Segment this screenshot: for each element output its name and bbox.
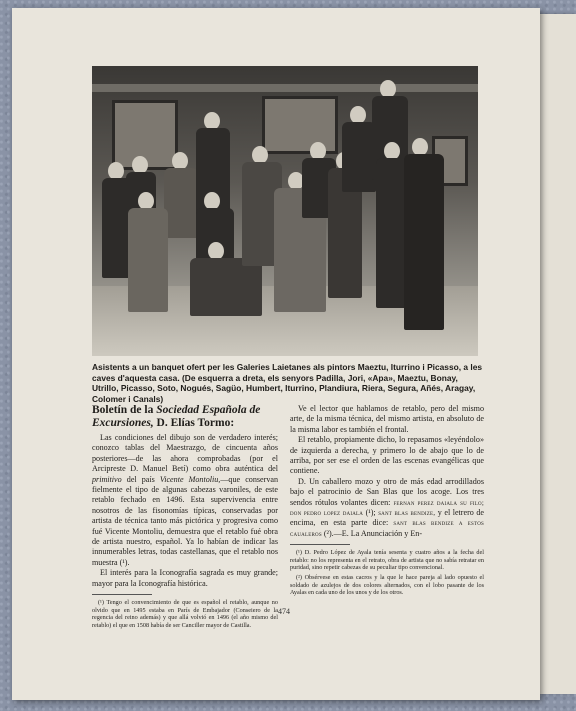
right-p3-smallcaps-1: fernan perez daiala su filo; don pedro lopez daiala	[290, 498, 484, 518]
title-prefix: Boletín de la	[92, 404, 157, 416]
group-photograph	[92, 66, 478, 356]
left-p1-text-c: —que conservan fielmente el tipo de algunas cabezas varoniles, de este retablo fechado en 1496. Esta supervivencia entre nosotros de las fisonomías típicas, conservadas por artista de técnica tanto más pictórica y progresiva como fué Vicente Montoliu, demuestra que el retablo fué obra de artista nuestro, español. Ya lo habían de indicar las innumerables letras, todas castellanas, que el retablo nos muestra (¹).	[92, 474, 279, 567]
page-number: 474	[278, 607, 290, 616]
photo-caption: Asistents a un banquet ofert per les Galeries Laietanes als pintors Maeztu, Iturrino i Picasso, a les caves d'aquesta casa. (De esquerra a dreta, els senyors Padilla, Jori, «Apa», Maeztu, Bonay, Utrillo, Picasso, Soto, Nogués, Sagüo, Humbert, Iturrino, Plandiura, Riera, Segura, Añés, Aragay, Colomer i Canals)	[92, 362, 483, 404]
photo-wall-frieze	[92, 84, 478, 92]
right-footnote-2: (²) Obsérvese en estas cacros y la que le hace pareja al lado opuesto el soldado de azulejos de dos colores alternados, con el lobo pasante de los Ayalas en cada uno de los unos y de los otros.	[290, 574, 484, 597]
left-p1-text-a: Las condiciones del dibujo son de verdadero interés; conozco tablas del Maestrazgo, de cincuenta años posteriores—de las ahora comprobadas (por el Arcipreste D. Manuel Betí) como obra auténtica del	[92, 433, 278, 474]
left-column	[92, 404, 278, 631]
article-title	[92, 404, 278, 430]
right-paragraph-1: Ve el lector que hablamos de retablo, pero del mismo arte, de la misma técnica, del mismo artista, en absoluto de la misma labor es también el frontal.	[290, 404, 484, 434]
right-p3-smallcaps-3: sant blas bendize a estos caualeros	[290, 519, 484, 538]
title-journal: Sociedad Española de Excursiones,	[92, 404, 261, 429]
photo-painting-center	[262, 96, 338, 154]
adjacent-page-edge	[536, 14, 576, 694]
footnote-rule	[92, 594, 152, 595]
left-p1-italic-2: Vicente Montoliu,	[159, 474, 221, 484]
right-paragraph-3	[290, 477, 484, 539]
left-paragraph-1	[92, 433, 278, 568]
title-author: D. Elías Tormo:	[153, 417, 235, 429]
left-footnote-1: (¹) Tengo el convencimiento de que es español el retablo, aunque no olvido que en 1495 estaba en París de Embajador (Conseiero de la regencia del reino además) y que allá volvió en 1496 (el año mismo del retablo) el que en 1508 había de ser Canciller mayor de Castilla.	[92, 599, 278, 629]
left-p1-italic: primitivo	[92, 474, 122, 484]
right-p3-text-c: y el letrero de encima, en esta parte dice:	[290, 508, 484, 528]
right-column	[290, 404, 484, 599]
right-p3-text-b: (¹);	[363, 508, 379, 518]
right-paragraph-2: El retablo, propiamente dicho, lo repasamos «leyéndolo» de izquierda a derecha, y primero lo de abajo que lo de arriba, por ser ese el orden de las escenas evangélicas que contiene.	[290, 435, 484, 476]
footnote-rule	[290, 544, 350, 545]
right-p3-smallcaps-2: sant blas bendize,	[378, 509, 436, 518]
right-footnote-1: (¹) D. Pedro López de Ayala tenía sesenta y cuatro años a la fecha del retablo: no los representa en el retrato, obra de artista que no sabía retratar en puridad, sino repetir cabezas de su peculiar tipo convencional.	[290, 549, 484, 572]
right-p3-text-a: D. Un caballero mozo y otro de más edad arrodillados bajo el patrocinio de San Blas que los acoge. Los tres sendos rótulos volantes dicen:	[290, 476, 484, 507]
left-paragraph-2: El interés para la Iconografía sagrada es muy grande; mayor para la Iconografía histórica.	[92, 568, 278, 588]
right-p3-text-d: (²).—E. La Anunciación y En-	[321, 528, 423, 538]
left-p1-text-b: del país	[121, 474, 160, 484]
